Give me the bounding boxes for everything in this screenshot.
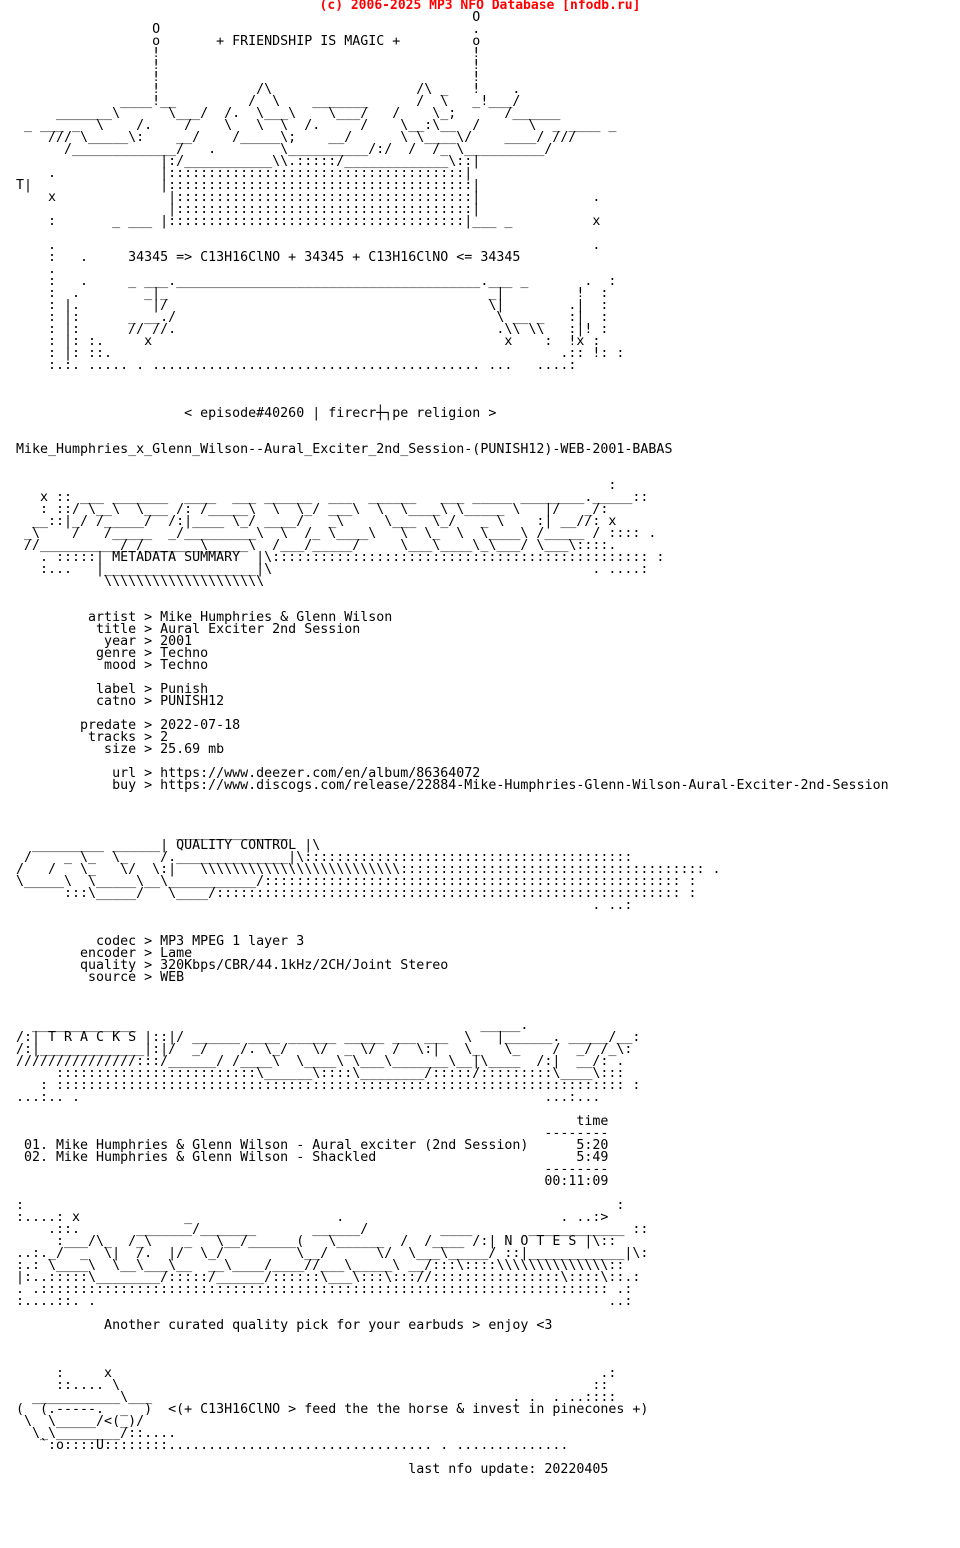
nfo-line: ____!__ / \ _______ / \ _!___/: [16, 94, 521, 109]
nfo-line: :___/\_ /_\ _ \__/______( \______ / /____ /:| N O T E S |\::: [16, 1234, 617, 1249]
site-header-link[interactable]: (c) 2006-2025 MP3 NFO Database [nfodb.ru]: [319, 0, 641, 13]
nfo-line: :::\_____/ \____/:::::::::::::::::::::::::::::::::::::::::::::::::::::::::: :: [16, 886, 697, 901]
nfo-line: ( (.-----. _ ) <(+ C13H16ClNO > feed the the horse & invest in pinecones +): [16, 1402, 649, 1417]
nfo-line: . ..:: [16, 898, 633, 913]
nfo-line: :: [16, 478, 617, 493]
nfo-line: \ \_____/<(_)/: [16, 1414, 153, 1429]
nfo-line: ..:._/ _ \| /. |/ \_/ \__/ \/ \___\_____/ ::|____________|\:: [16, 1246, 649, 1261]
nfo-line: : |: :. x x : !x :: [16, 334, 601, 349]
nfo-line: : :: [16, 1198, 625, 1213]
nfo-line: /:| T R A C K S |::|/ ______ ____ ______ _____ ___ ___ \ |______. _____/__:: [16, 1030, 641, 1045]
nfo-line: ! !: [16, 58, 481, 73]
nfo-line: o + FRIENDSHIP IS MAGIC + o: [16, 34, 481, 49]
nfo-line: : |: _ __./ \ __ _ :| :: [16, 310, 609, 325]
nfo-line: artist > Mike Humphries & Glenn Wilson: [16, 610, 393, 625]
nfo-line: mood > Techno: [16, 658, 209, 673]
nfo-line: _________ ______| QUALITY CONTROL |\: [16, 838, 321, 853]
nfo-line: /_____________/ . \__________/:/ / /_ \__________/: [16, 142, 553, 157]
nfo-line: 01. Mike Humphries & Glenn Wilson - Aural exciter (2nd Session) 5:20: [16, 1138, 609, 1153]
nfo-line: `:o::::U::::::::................................. . ..............: [16, 1438, 569, 1453]
nfo-line: ______________: [16, 826, 289, 841]
nfo-line: . |:::::::::::::::::::::::::::::::::::::|: [16, 166, 473, 181]
nfo-line: codec > MP3 MPEG 1 layer 3: [16, 934, 305, 949]
nfo-line: //__________/ /_______\_____\ /___/_____/ \___\____\_\___/ \___\::::.: [16, 538, 617, 553]
nfo-line: /:|_____________|:|/ _/ /. \_/ \/ _ \/ / \:| \_ \_ / _/ /_\:: [16, 1042, 633, 1057]
nfo-line: quality > 320Kbps/CBR/44.1kHz/2CH/Joint Stereo: [16, 958, 449, 973]
nfo-line: x :: ___ _______ ____ ___ ______ ___ ______ ___ _____ ________._____::: [16, 490, 649, 505]
nfo-line: |:::::::::::::::::::::::::::::::::::::|: [16, 202, 481, 217]
nfo-line: \_\________/::....: [16, 1426, 177, 1441]
nfo-line: url > https://www.deezer.com/en/album/86364072: [16, 766, 481, 781]
nfo-line: --------: [16, 1162, 609, 1177]
nfo-line: tracks > 2: [16, 730, 169, 745]
nfo-line: |:/___________\\.:::::/_____________\::|: [16, 154, 481, 169]
nfo-line: predate > 2022-07-18: [16, 718, 241, 733]
nfo-line: Mike_Humphries_x_Glenn_Wilson--Aural_Exciter_2nd_Session-(PUNISH12)-WEB-2001-BABAS: [16, 442, 673, 457]
nfo-line: _____________ _____.: [16, 1018, 529, 1033]
nfo-line: : ::/ \__\ \___ /: /_____\ \ \_/ ___\ \ \____\ \_____ \ |/ _/:: [16, 502, 609, 517]
nfo-line: ! !: [16, 46, 481, 61]
nfo-line: :::::::::::::::::::::::::\______\::::\________/:::::/:::::::::\____\:::: [16, 1066, 625, 1081]
nfo-line: < episode#40260 | firecr┼┐pe religion >: [16, 406, 497, 421]
nfo-line: encoder > Lame: [16, 946, 193, 961]
nfo-line: catno > PUNISH12: [16, 694, 225, 709]
nfo-line: ::.... \ ::: [16, 1378, 609, 1393]
nfo-line: /// \_____\: __/ /_____\; __/ \ \____\/ ____/ ///: [16, 130, 577, 145]
nfo-line: buy > https://www.discogs.com/release/22884-Mike-Humphries-Glenn-Wilson-Aural-Exciter-2nd-Session: [16, 778, 889, 793]
nfo-line: --------: [16, 1126, 609, 1141]
nfo-line: . .: [16, 238, 601, 253]
nfo-line: :.: \____\ \__\___\__ __\____/____//___\_____\ __/:::\::::\\\\\\\\\\\\\\::: [16, 1258, 625, 1273]
nfo-line: size > 25.69 mb: [16, 742, 225, 757]
nfo-line: ___________\___ . . . ..::::: [16, 1390, 617, 1405]
nfo-line: 00:11:09: [16, 1174, 609, 1189]
nfo-line: _ ___ _ \ /. / \ \ \ /. / \__:\__ / \ _ ____ _: [16, 118, 617, 133]
nfo-line: : |: // //. .\\ \\ :|! :: [16, 322, 609, 337]
nfo-line: : |. |/ \| .| :: [16, 298, 609, 313]
nfo-line: ///////////////:::/______/ /____\ \____\ \___\_______\__|\____ /:| __/: .: [16, 1054, 625, 1069]
nfo-line: :... |___________________|\ . ....:: [16, 562, 649, 577]
nfo-line: _\ / /_____ _/_________\ \ /_ \____\ \ \_ \ \____\ /_____ / :::: .: [16, 526, 657, 541]
nfo-line: . .::::::::::::::::::::::::::::::::::::::::::::::::::::::::::::::::::::::: .:: [16, 1282, 633, 1297]
nfo-line: genre > Techno: [16, 646, 209, 661]
nfo-line: / _ \_ \_ /.______________|\:::::::::::::::::::::::::::::::::::::::::: [16, 850, 633, 865]
nfo-line: : . _ ___.______________________________________.___ _ . :: [16, 274, 617, 289]
nfo-line: : . _|_ _| ! :: [16, 286, 609, 301]
nfo-line: : x .:: [16, 1366, 617, 1381]
nfo-line: \\\\\\\\\\\\\\\\\\\\: [16, 574, 265, 589]
nfo-line: ! /\ /\ _ ! .: [16, 82, 521, 97]
nfo-line: :....::. . ..:: [16, 1294, 633, 1309]
nfo-line: ...:.. . ...:...: [16, 1090, 601, 1105]
nfo-line: T| |::::::::::::::::::::::::::::::::::::::|: [16, 178, 481, 193]
nfo-line: |:..:::::\________/:::::/______/::::::\___\:::\::://::::::::::::::::\::::\::.:: [16, 1270, 641, 1285]
nfo-line: O: [16, 10, 481, 25]
nfo-line: : |: ::. .:: !: :: [16, 346, 625, 361]
nfo-line: label > Punish: [16, 682, 209, 697]
nfo-line: .::. _______/_______ ______/ ____ ____________ ::: [16, 1222, 649, 1237]
nfo-line: : ::::::::::::::::::::::::::::::::::::::::::::::::::::::::::::::::::::::: :: [16, 1078, 641, 1093]
nfo-line: Another curated quality pick for your earbuds > enjoy <3: [16, 1318, 553, 1333]
nfo-line: time: [16, 1114, 609, 1129]
nfo-line: title > Aural Exciter 2nd Session: [16, 622, 361, 637]
nfo-line: x |:::::::::::::::::::::::::::::::::::::| .: [16, 190, 601, 205]
nfo-line: \_____\ \_____\__\___________/:::::::::::::::::::::::::::::::::::::::::::::::::::: :: [16, 874, 697, 889]
nfo-line: .: [16, 262, 57, 277]
nfo-line: __::|_/ /_____/ /:|____ \_/ ____/ _\ \___ \_/ _ \ :| __//: x: [16, 514, 617, 529]
nfo-line: . :::::| METADATA SUMMARY |\::::::::::::::::::::::::::::::::::::::::::::::: :: [16, 550, 665, 565]
nfo-line: / / \_ \/ \:| \\\\\\\\\\\\\\\\\\\\\\\\\:::::::::::::::::::::::::::::::::::::: .: [16, 862, 721, 877]
nfo-line: 02. Mike Humphries & Glenn Wilson - Shackled 5:49: [16, 1150, 609, 1165]
nfo-line: : . 34345 => C13H16ClNO + 34345 + C13H16ClNO <= 34345: [16, 250, 521, 265]
nfo-text-block: [16, 12, 889, 1476]
nfo-line: :.:. ..... . ......................................... ... ....:: [16, 358, 577, 373]
nfo-line: _______\ \___/ /. \___\ \___/ / \_; /______: [16, 106, 561, 121]
nfo-line: last nfo update: 20220405: [16, 1462, 609, 1477]
nfo-line: O .: [16, 22, 481, 37]
nfo-line: source > WEB: [16, 970, 185, 985]
nfo-line: ! !: [16, 70, 481, 85]
nfo-line: : _ ___ |:::::::::::::::::::::::::::::::::::::|___ _ x: [16, 214, 601, 229]
nfo-line: :....: x _ . . ..:>: [16, 1210, 609, 1225]
nfo-line: year > 2001: [16, 634, 193, 649]
